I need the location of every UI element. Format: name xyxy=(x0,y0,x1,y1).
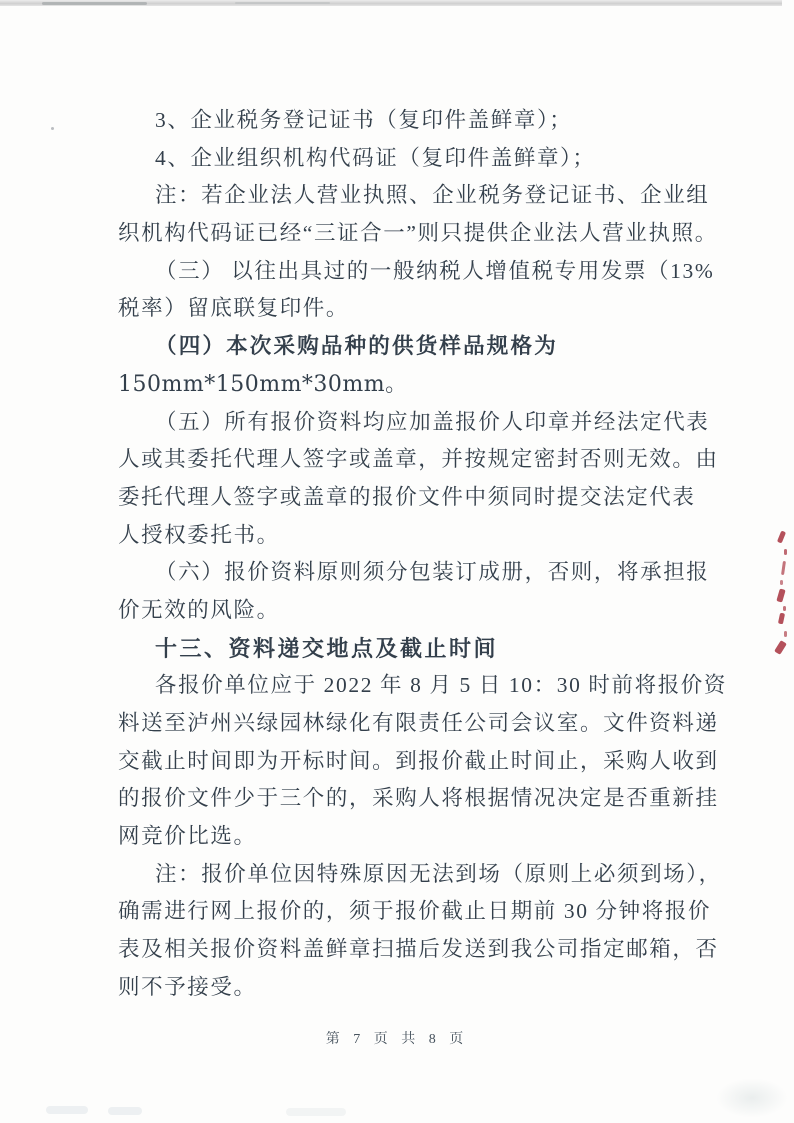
document-line: 则不予接受。 xyxy=(118,974,257,999)
scan-smudge xyxy=(716,1078,788,1118)
document-line: 人授权委托书。 xyxy=(118,522,280,547)
document-line: 各报价单位应于 2022 年 8 月 5 日 10：30 时前将报价资 xyxy=(155,673,728,698)
document-line: 表及相关报价资料盖鲜章扫描后发送到我公司指定邮箱，否 xyxy=(118,937,719,962)
scan-edge-mark xyxy=(42,2,147,5)
document-line: （四）本次采购品种的供货样品规格为 xyxy=(155,334,558,359)
scan-smudge xyxy=(286,1108,346,1116)
document-line: 注：报价单位因特殊原因无法到场（原则上必须到场）， xyxy=(155,861,722,886)
document-line: 委托代理人签字或盖章的报价文件中须同时提交法定代表 xyxy=(118,484,696,509)
section-heading: 十三、资料递交地点及截止时间 xyxy=(155,635,499,661)
stamp-fragment xyxy=(781,561,786,575)
document-line: （五）所有报价资料均应加盖报价人印章并经法定代表 xyxy=(155,409,710,434)
document-line: 4、企业组织机构代码证（复印件盖鲜章）； xyxy=(155,145,596,170)
scan-speck xyxy=(51,127,54,130)
document-line: 的报价文件少于三个的，采购人将根据情况决定是否重新挂 xyxy=(118,786,719,811)
document-line: 150mm*150mm*30mm。 xyxy=(118,371,408,397)
document-line: （三） 以往出具过的一般纳税人增值税专用发票（13% xyxy=(155,258,715,283)
stamp-fragment xyxy=(780,580,783,585)
scan-edge-mark xyxy=(235,2,330,4)
scan-smudge xyxy=(46,1106,88,1114)
document-line: 料送至泸州兴绿园林绿化有限责任公司会议室。文件资料递 xyxy=(118,711,719,735)
page-number: 第 7 页 共 8 页 xyxy=(325,1032,469,1047)
document-line: 税率）留底联复印件。 xyxy=(118,296,350,321)
stamp-fragment xyxy=(783,606,786,611)
document-line: 人或其委托代理人签字或盖章，并按规定密封否则无效。由 xyxy=(118,447,719,472)
stamp-fragment xyxy=(784,631,787,637)
document-line: （六）报价资料原则须分包装订成册，否则，将承担报 xyxy=(155,560,710,585)
stamp-fragment xyxy=(776,588,785,602)
document-lines xyxy=(118,102,728,1007)
document-line: 价无效的风险。 xyxy=(118,597,280,622)
stamp-fragment xyxy=(784,549,787,555)
document-line: 确需进行网上报价的，须于报价截止日期前 30 分钟将报价 xyxy=(118,899,712,924)
scan-smudge xyxy=(108,1107,142,1115)
document-line: 注：若企业法人营业执照、企业税务登记证书、企业组 xyxy=(155,183,710,208)
document-line: 交截止时间即为开标时间。到报价截止时间止，采购人收到 xyxy=(118,748,719,773)
stamp-fragment xyxy=(774,640,787,655)
document-line: 网竞价比选。 xyxy=(118,824,257,849)
document-line: 织机构代码证已经“三证合一”则只提供企业法人营业执照。 xyxy=(118,221,718,246)
stamp-fragment xyxy=(778,613,785,625)
stamp-fragment xyxy=(777,531,786,544)
document-line: 3、企业税务登记证书（复印件盖鲜章）； xyxy=(155,108,573,132)
